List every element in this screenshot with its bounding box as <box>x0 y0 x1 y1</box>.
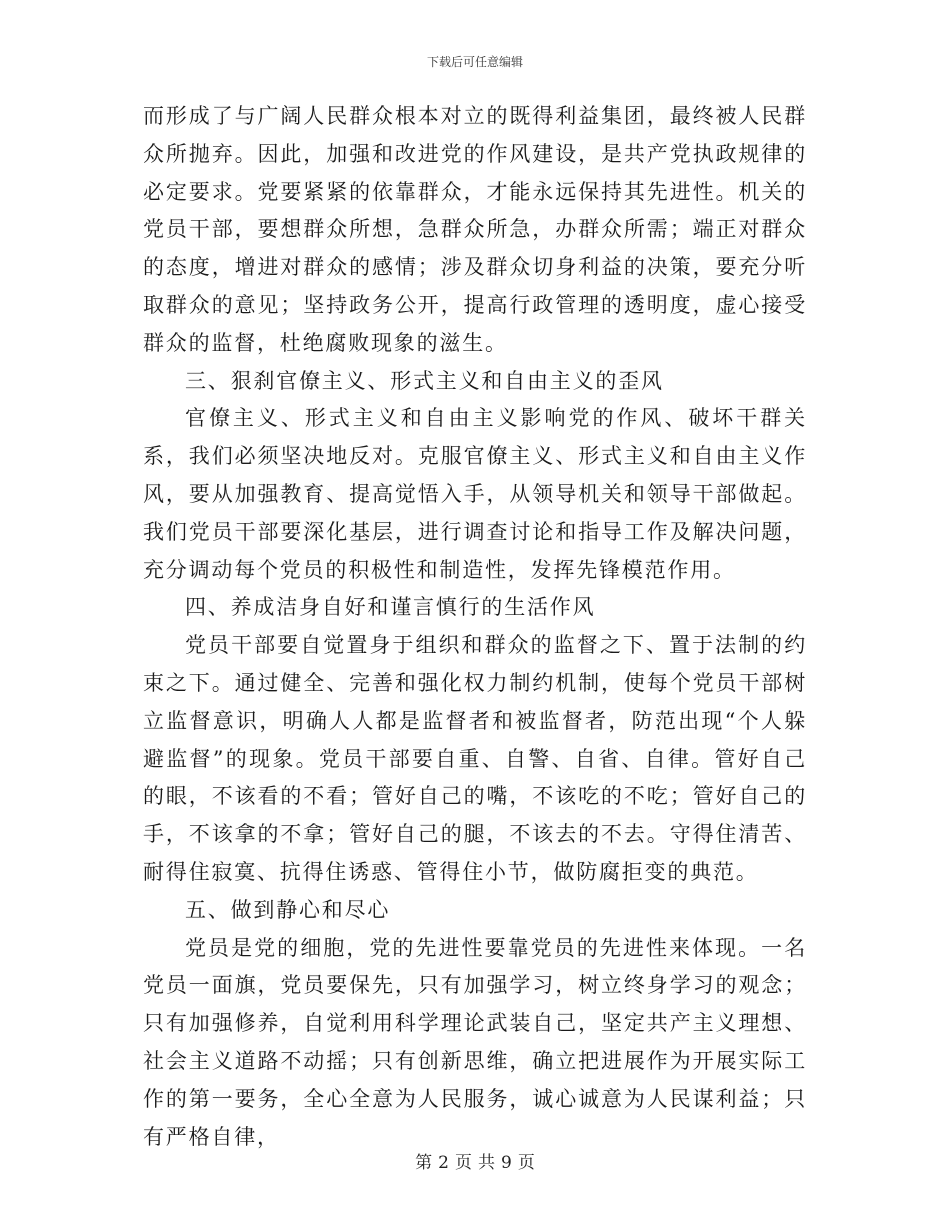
current-page-number: 2 <box>438 1153 449 1173</box>
section-heading: 四、养成洁身自好和谨言慎行的生活作风 <box>185 595 596 620</box>
paragraph: 党员是党的细胞，党的先进性要靠党员的先进性来体现。一名党员一面旗，党员要保先，只有加强学习，树立终身学习的观念；只有加强修养，自觉利用科学理论武装自己，坚定共产主义理想、社会主义道路不动摇；只有创新思维，确立把进展作为开展实际工作的第一要务，全心全意为人民服务，诚心诚意为人民谋利益；只有严格自律， <box>143 935 807 1149</box>
footer-page-word: 页 <box>455 1153 472 1173</box>
total-page-count: 9 <box>501 1153 512 1173</box>
page-number-footer <box>0 1152 950 1174</box>
paragraph: 党员干部要自觉置身于组织和群众的监督之下、置于法制的约束之下。通过健全、完善和强化权力制约机制，使每个党员干部树立监督意识，明确人人都是监督者和被监督者，防范出现“个人躲避监督”的现象。党员干部要自重、自警、自省、自律。管好自己的眼，不该看的不看；管好自己的嘴，不该吃的不吃；管好自己的手，不该拿的不拿；管好自己的腿，不该去的不去。守得住清苦、耐得住寂寞、抗得住诱惑、管得住小节，做防腐拒变的典范。 <box>143 633 807 884</box>
section-heading: 五、做到静心和尽心 <box>185 897 391 922</box>
paragraph: 而形成了与广阔人民群众根本对立的既得利益集团，最终被人民群众所抛弃。因此，加强和改进党的作风建设，是共产党执政规律的必定要求。党要紧紧的依靠群众，才能永远保持其先进性。机关的党员干部，要想群众所想，急群众所急，办群众所需；端正对群众的态度，增进对群众的感情；涉及群众切身利益的决策，要充分听取群众的意见；坚持政务公开，提高行政管理的透明度，虚心接受群众的监督，杜绝腐败现象的滋生。 <box>143 104 807 355</box>
page-header-note: 下载后可任意编辑 <box>426 55 523 69</box>
paragraph: 官僚主义、形式主义和自由主义影响党的作风、破坏干群关系，我们必须坚决地反对。克服官僚主义、形式主义和自由主义作风，要从加强教育、提高觉悟入手，从领导机关和领导干部做起。我们党员干部要深化基层，进行调查讨论和指导工作及解决问题，充分调动每个党员的积极性和制造性，发挥先锋模范作用。 <box>143 406 807 582</box>
section-heading: 三、狠刹官僚主义、形式主义和自由主义的歪风 <box>185 368 664 393</box>
footer-prefix: 第 <box>415 1153 433 1173</box>
footer-suffix: 页 <box>517 1153 535 1173</box>
document-body <box>143 98 807 1156</box>
footer-total-word: 共 <box>478 1153 495 1173</box>
